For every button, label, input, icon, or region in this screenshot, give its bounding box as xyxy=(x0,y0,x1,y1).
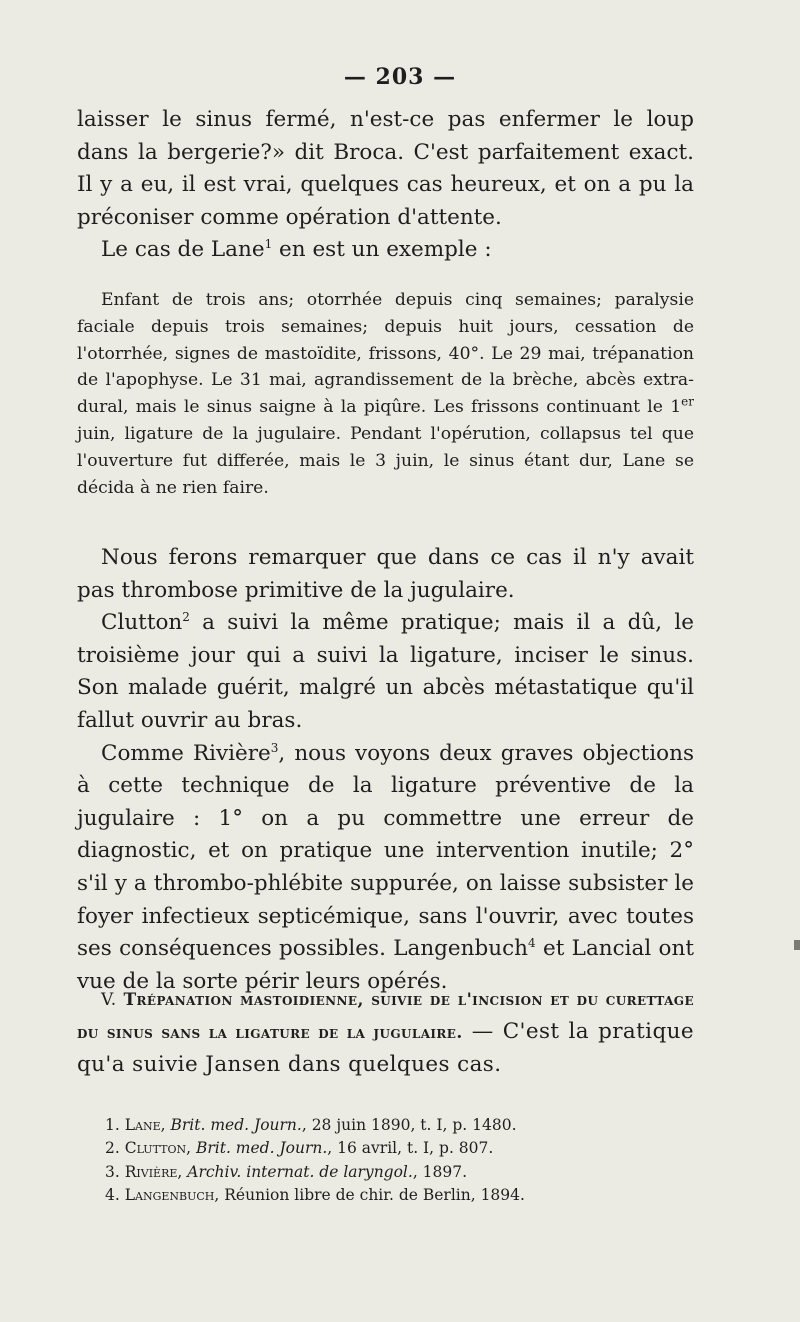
footnote-sep: , xyxy=(177,1162,188,1181)
lane-intro-text-end: en est un exemple : xyxy=(272,237,492,263)
page-number: — 203 — xyxy=(343,64,457,90)
body-text-middle xyxy=(77,542,694,998)
page-edge-mark xyxy=(794,940,800,950)
footnote-author: Clutton xyxy=(124,1139,187,1158)
riviere-text-end: et Lancial ont vue de la sorte périr leurs opérés. xyxy=(77,936,694,994)
footnote-journal: Brit. med. Journ. xyxy=(170,1116,302,1134)
footnote-details: , 1897. xyxy=(412,1162,468,1181)
paragraph-continuation: laisser le sinus fermé, n'est-ce pas enfermer le loup dans la bergerie?» dit Broca. C'est parfaitement exact. Il y a eu, il est vrai, quelques cas heureux, et on a pu la préconiser comme opération d'attente. xyxy=(77,107,694,230)
paragraph-lane-intro xyxy=(77,234,694,267)
footnote-author: Langenbuch xyxy=(124,1186,215,1205)
footnotes xyxy=(77,1114,694,1208)
section-v xyxy=(77,984,694,1082)
footnote-journal: Archiv. internat. de laryngol. xyxy=(187,1162,413,1181)
footnote-details: , 16 avril, t. I, p. 807. xyxy=(327,1139,494,1158)
footnote-2 xyxy=(77,1137,694,1160)
lane-intro-text: Le cas de Lane xyxy=(101,237,265,263)
section-lead-text: — C'est la pratique qu'a suivie Jansen dans quelques cas. xyxy=(77,1019,694,1077)
riviere-name: Comme Rivière xyxy=(101,740,271,766)
footnote-details: , 28 juin 1890, t. I, p. 1480. xyxy=(301,1116,517,1134)
paragraph-remark: Nous ferons remarquer que dans ce cas il n'y avait pas thrombose primitive de la jugulaire. xyxy=(77,545,694,603)
footnote-ref-4: 4 xyxy=(528,935,536,950)
case-quotation xyxy=(77,287,694,501)
case-text-end: juin, ligature de la jugulaire. Pendant l'opérution, collapsus tel que l'ouverture fut differée, mais le 3 juin, le sinus étant dur, Lane se décida à ne rien faire. xyxy=(77,423,694,498)
footnote-number: 1. xyxy=(105,1116,120,1134)
footnote-4 xyxy=(77,1184,694,1207)
footnote-number: 4. xyxy=(105,1186,120,1205)
paragraph-clutton xyxy=(77,607,694,737)
footnote-ref-1: 1 xyxy=(264,237,273,252)
footnote-sep: , xyxy=(214,1186,225,1205)
footnote-1 xyxy=(77,1114,694,1137)
footnote-author: Lane xyxy=(124,1116,161,1134)
clutton-text: a suivi la même pratique; mais il a dû, le troisième jour qui a suivi la ligature, inciser le sinus. Son malade guérit, malgré un abcès métastatique qu'il fallut ouvrir au bras. xyxy=(77,610,694,733)
body-text-top xyxy=(77,104,694,267)
footnote-3 xyxy=(77,1161,694,1184)
case-description xyxy=(77,287,694,501)
case-text: Enfant de trois ans; otorrhée depuis cinq semaines; paralysie faciale depuis trois semaines; depuis huit jours, cessation de l'otorrhée, signes de mastoïdite, frissons, 40°. Le 29 mai, trépanation de l'apophyse. Le 31 mai, agrandissement de la brèche, abcès extra-dural, mais le sinus saigne à la piqûre. Les frissons continuant le xyxy=(77,290,694,418)
footnote-sep: , xyxy=(186,1139,196,1158)
section-title: Trépanation mastoidienne, suivie de l'incision et du curettage du sinus sans la ligature de la jugulaire. xyxy=(77,990,694,1043)
footnote-ref-2: 2 xyxy=(182,610,190,625)
footnote-number: 3. xyxy=(105,1162,120,1181)
footnote-sep: , xyxy=(160,1116,171,1134)
footnote-number: 2. xyxy=(105,1139,120,1158)
clutton-name: Clutton xyxy=(101,610,183,636)
paragraph-riviere xyxy=(77,738,694,999)
footnote-ref-3: 3 xyxy=(270,740,279,755)
case-date-sup: er xyxy=(681,394,694,409)
case-date-day: 1 xyxy=(670,397,682,418)
section-heading xyxy=(77,984,694,1082)
footnote-journal: Brit. med. Journ. xyxy=(195,1139,328,1158)
footnote-author: Rivière xyxy=(124,1162,178,1181)
riviere-text: , nous voyons deux graves objections à cette technique de la ligature préventive de la jugulaire : 1° on a pu commettre une erreur de diagnostic, et on pratique une intervention inutile; 2° s'il y a thrombo-phlébite suppurée, on laisse subsister le foyer infectieux septicémique, sans l'ouvrir, avec toutes ses conséquences possibles. Langenbuch xyxy=(77,740,695,962)
section-number: V. xyxy=(101,990,124,1010)
footnote-details: Réunion libre de chir. de Berlin, 1894. xyxy=(224,1186,525,1205)
